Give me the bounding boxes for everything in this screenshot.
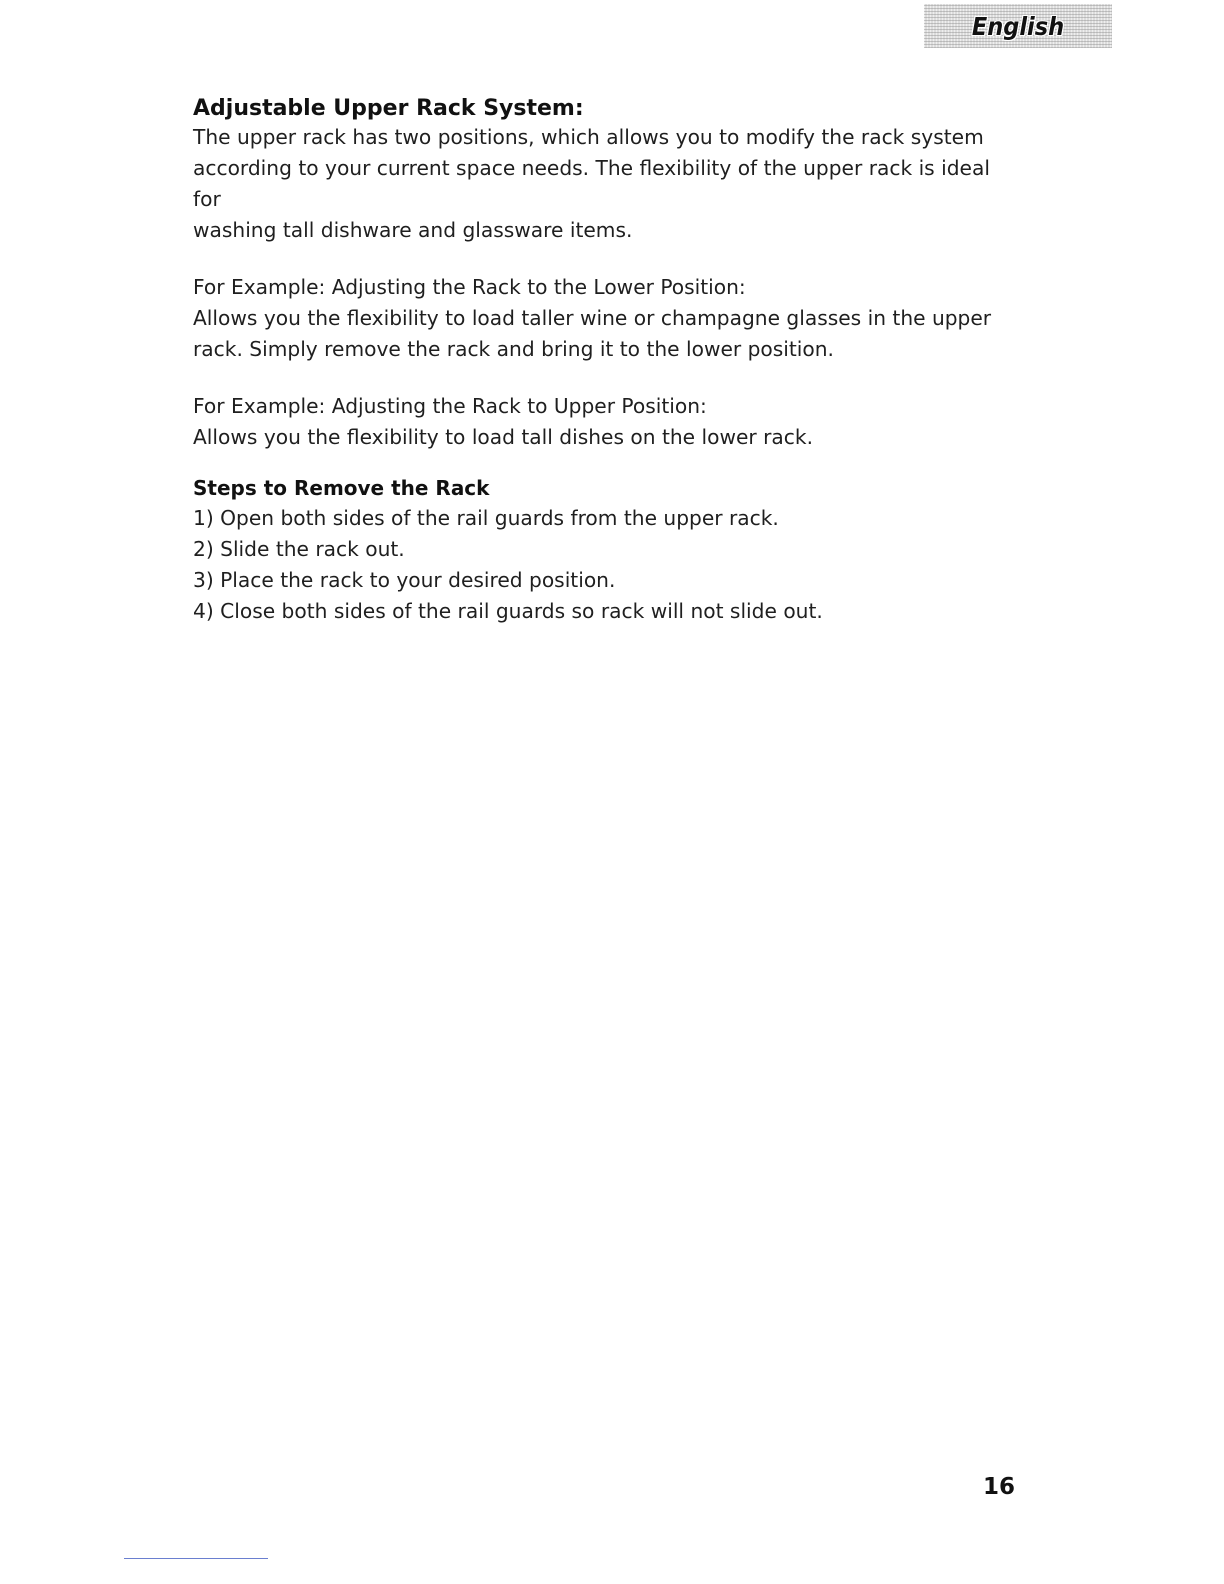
section-title: Adjustable Upper Rack System:: [193, 96, 584, 121]
step-item: 2) Slide the rack out.: [193, 537, 405, 561]
step-item: 1) Open both sides of the rail guards from the upper rack.: [193, 506, 779, 530]
intro-line: washing tall dishware and glassware items.: [193, 218, 633, 242]
intro-paragraph: [193, 122, 1023, 246]
example-lower-paragraph: [193, 272, 1023, 365]
steps-title: Steps to Remove the Rack: [193, 476, 490, 500]
example-lower-line: Allows you the flexibility to load taller wine or champagne glasses in the upper: [193, 306, 992, 330]
example-upper-heading: For Example: Adjusting the Rack to Upper Position:: [193, 394, 707, 418]
intro-line: The upper rack has two positions, which allows you to modify the rack system: [193, 125, 984, 149]
page-number: 16: [983, 1474, 1016, 1500]
example-upper-line: Allows you the flexibility to load tall dishes on the lower rack.: [193, 425, 813, 449]
steps-list: [193, 503, 1023, 627]
intro-line: according to your current space needs. The flexibility of the upper rack is ideal for: [193, 156, 990, 211]
language-tab: [924, 4, 1112, 48]
example-lower-line: rack. Simply remove the rack and bring it to the lower position.: [193, 337, 834, 361]
step-item: 4) Close both sides of the rail guards so rack will not slide out.: [193, 599, 823, 623]
footer-divider: [124, 1558, 268, 1559]
page-content: [193, 96, 1023, 627]
step-item: 3) Place the rack to your desired position.: [193, 568, 616, 592]
language-tab-label: English: [971, 11, 1065, 41]
example-upper-paragraph: [193, 391, 1023, 453]
example-lower-heading: For Example: Adjusting the Rack to the Lower Position:: [193, 275, 746, 299]
